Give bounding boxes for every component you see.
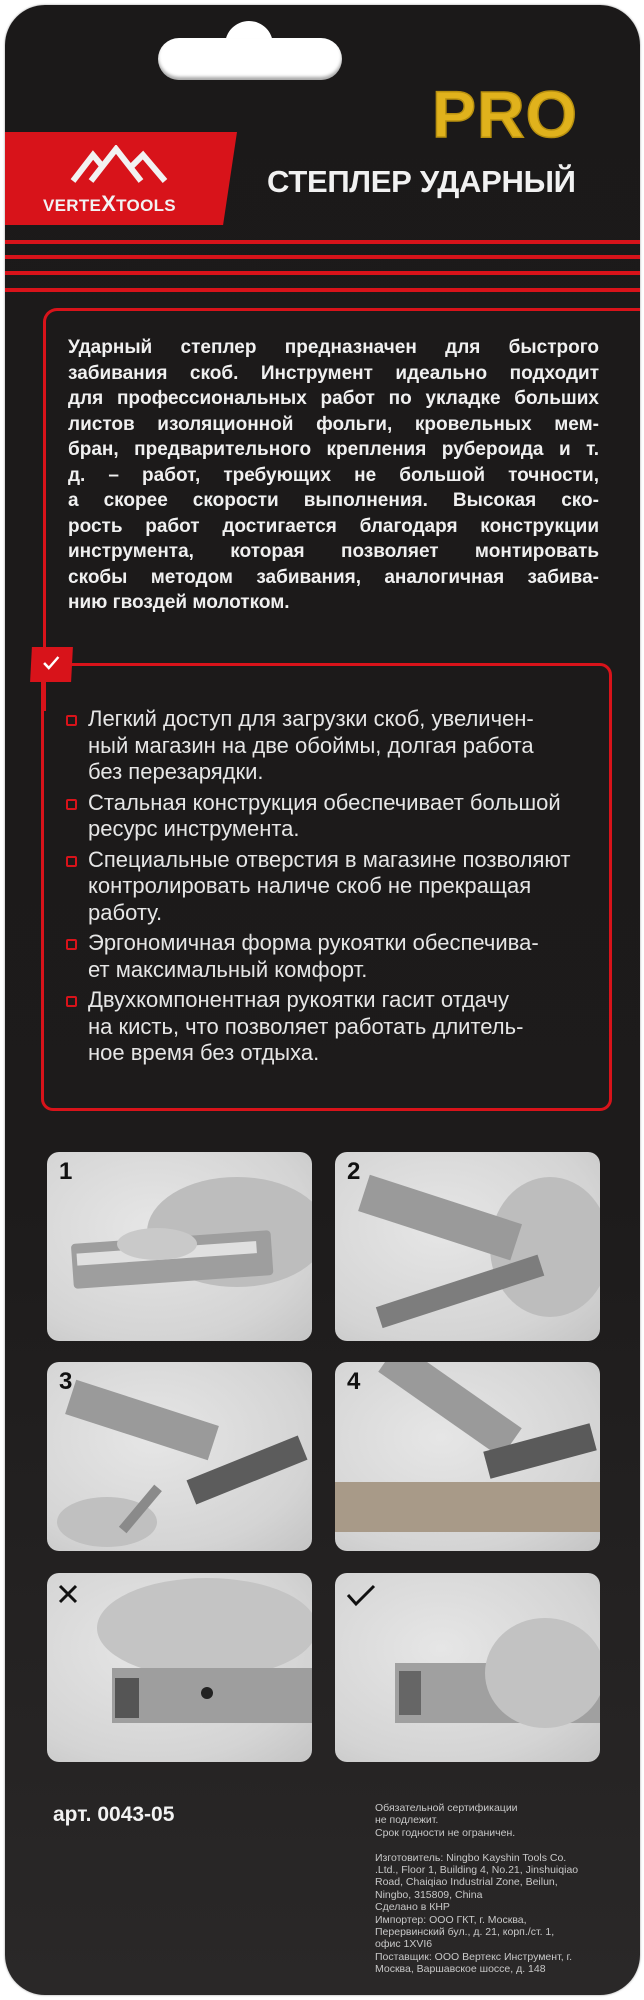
legal-line: Road, Chaiqiao Industrial Zone, Beilun, — [375, 1876, 558, 1889]
hang-hole — [158, 38, 342, 80]
feature-line: ный магазин на две обоймы, долгая работа — [88, 732, 534, 758]
step-number: 3 — [59, 1368, 73, 1395]
red-stripe — [5, 271, 640, 275]
legal-line: Срок годности не ограничен. — [375, 1826, 516, 1839]
instruction-photo-wrong — [47, 1573, 312, 1762]
feature-line: без перезарядки. — [88, 759, 264, 784]
product-title: СТЕПЛЕР УДАРНЫЙ — [267, 164, 576, 199]
cross-icon — [57, 1583, 79, 1605]
step-number: 2 — [347, 1158, 361, 1185]
legal-line: Ningbo, 315809, China — [375, 1888, 483, 1901]
step-number: 1 — [59, 1158, 73, 1185]
legal-line: Москва, Варшавское шоссе, д. 148 — [375, 1963, 546, 1976]
instruction-photo-step-4 — [335, 1362, 600, 1551]
stapler-in-hand-image — [47, 1152, 312, 1341]
feature-line: контролировать наличе скоб не прекращая — [88, 873, 532, 898]
feature-line: Специальные отверстия в магазине позволяют — [88, 846, 571, 872]
description-line: д. – работ, требующих не большой точности, — [68, 464, 599, 486]
loading-staples-image — [47, 1362, 312, 1551]
legal-line: Перервинский бул., д. 21, корп./ст. 1, — [375, 1926, 555, 1939]
description-line: бран, предварительного крепления рубероида и т. — [68, 439, 599, 460]
description-line: нию гвоздей молотком. — [68, 592, 290, 613]
legal-line: .Ltd., Floor 1, Building 4, No.21, Jinshuiqiao — [375, 1864, 579, 1877]
red-stripe — [5, 240, 640, 244]
description-line: а скорее скорости выполнения. Высокая ско- — [68, 490, 599, 511]
checkmark-icon — [42, 655, 61, 671]
feature-item — [66, 706, 586, 786]
description-line: инструмента, которая позволяет монтировать — [68, 541, 599, 562]
feature-line: работу. — [88, 899, 163, 925]
feature-line: Стальная конструкция обеспечивает большой — [88, 789, 561, 815]
description-line: забивания скоб. Инструмент идеально подходит — [68, 362, 599, 384]
product-description — [68, 335, 599, 616]
description-line: скобы методом забивания, аналогичная забива- — [68, 566, 599, 588]
feature-item — [66, 790, 586, 843]
instruction-photo-step-2 — [335, 1152, 600, 1341]
stapler-wrong-grip-image — [47, 1573, 312, 1762]
product-packaging-card — [5, 5, 640, 1995]
legal-line: Сделано в КНР — [375, 1901, 450, 1914]
feature-line: ет максимальный комфорт. — [88, 956, 368, 982]
features-badge — [30, 647, 73, 682]
square-bullet-icon — [66, 996, 77, 1007]
pro-label: PRO — [432, 77, 579, 151]
legal-line: Обязательной сертификации — [375, 1802, 518, 1814]
square-bullet-icon — [66, 856, 77, 867]
legal-line: Поставщик: ООО Вертекс Инструмент, г. — [375, 1950, 573, 1963]
feature-line: ное время без отдыха. — [88, 1040, 320, 1065]
article-number: арт. 0043-05 — [53, 1803, 175, 1826]
legal-spacer — [375, 1839, 578, 1851]
feature-line: Двухкомпонентная рукоятки гасит отдачу — [88, 987, 510, 1012]
step-number: 4 — [347, 1368, 361, 1395]
checkmark-icon — [345, 1583, 377, 1607]
legal-line: Импортер: ООО ГКТ, г. Москва, — [375, 1913, 527, 1926]
red-stripe — [5, 255, 640, 259]
features-list — [66, 706, 586, 1071]
feature-line: на кисть, что позволяет работать длитель- — [88, 1013, 524, 1039]
feature-line: Легкий доступ для загрузки скоб, увеличен- — [88, 706, 534, 731]
square-bullet-icon — [66, 799, 77, 810]
brand-logo-text: VERTEXTOOLS — [43, 191, 176, 216]
stapler-open-magazine-image — [335, 1152, 600, 1341]
instruction-photo-step-1 — [47, 1152, 312, 1341]
description-line: Ударный степлер предназначен для быстрого — [68, 337, 599, 358]
mountain-logo-icon — [69, 145, 169, 185]
legal-line: офис 1XVI6 — [375, 1938, 433, 1951]
stapling-wood-image — [335, 1362, 600, 1551]
feature-item — [66, 847, 586, 927]
red-stripe — [5, 288, 640, 292]
square-bullet-icon — [66, 939, 77, 950]
square-bullet-icon — [66, 715, 77, 726]
instruction-photo-step-3 — [47, 1362, 312, 1551]
legal-line: не подлежит. — [375, 1814, 439, 1827]
feature-line: ресурс инструмента. — [88, 816, 300, 841]
description-line: для профессиональных работ по укладке больших — [68, 388, 599, 409]
description-line: рость работ достигается благодаря конструкции — [68, 515, 599, 537]
legal-info — [375, 1802, 578, 1976]
description-line: листов изоляционной фольги, кровельных мем- — [68, 413, 599, 435]
feature-item — [66, 930, 586, 983]
feature-item — [66, 987, 586, 1067]
legal-line: Изготовитель: Ningbo Kayshin Tools Co. — [375, 1851, 567, 1864]
instruction-photo-correct — [335, 1573, 600, 1762]
feature-line: Эргономичная форма рукоятки обеспечива- — [88, 930, 539, 955]
